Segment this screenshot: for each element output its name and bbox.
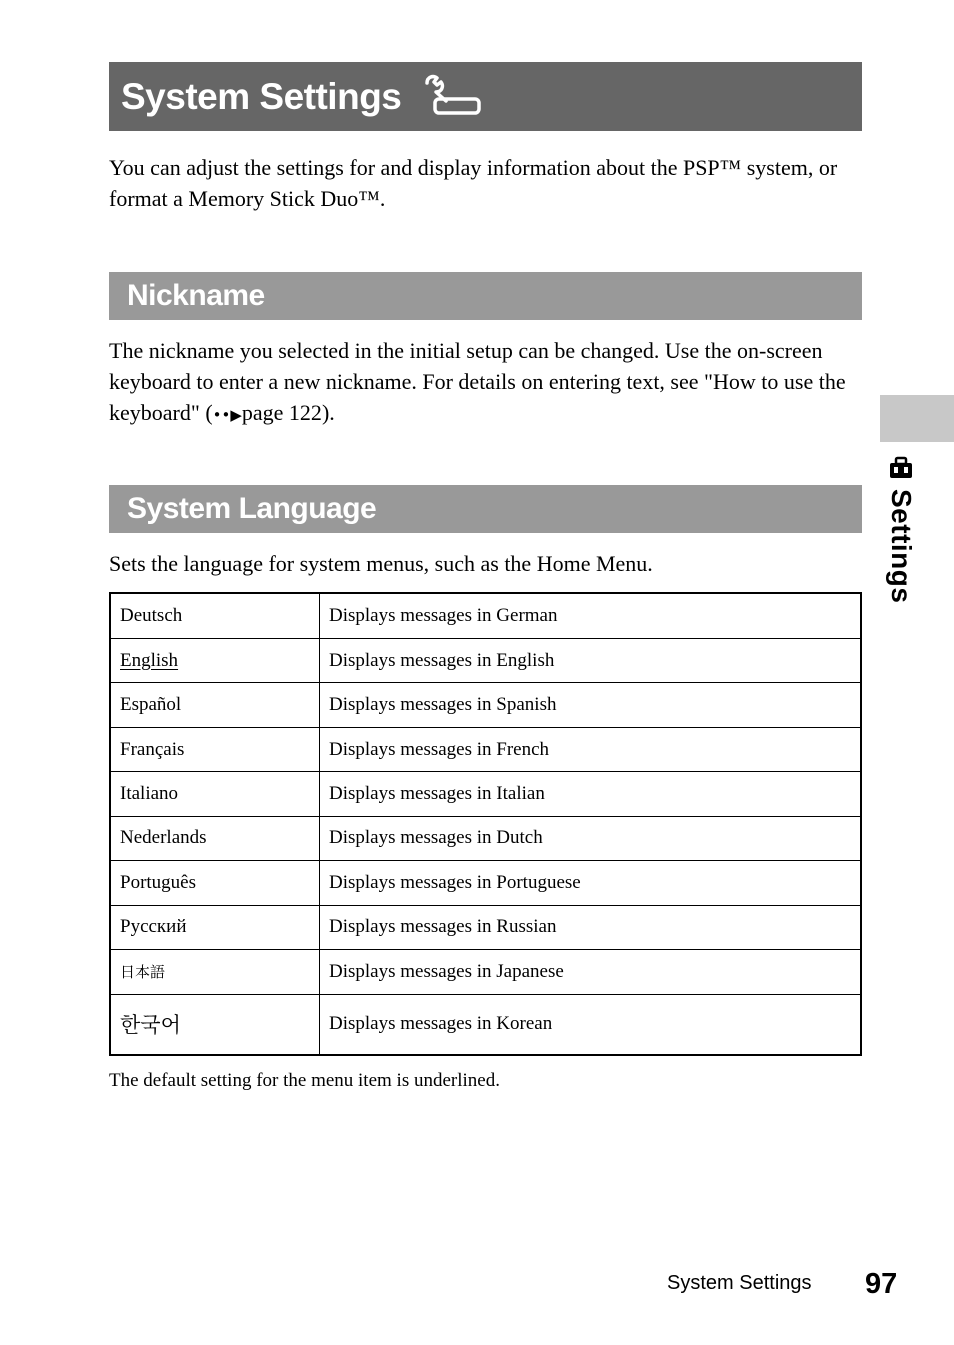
description-cell: Displays messages in Japanese [320,950,862,994]
page-title: System Settings [121,75,402,117]
description-cell: Displays messages in German [320,593,862,638]
page-reference-link[interactable]: page 122 [241,400,322,425]
table-row [110,861,861,905]
language-cell: Nederlands [110,816,320,860]
system-language-heading-text: System Language [127,492,377,525]
footer-section-name: System Settings [667,1272,812,1294]
nickname-heading [109,272,862,320]
description-cell: Displays messages in Portuguese [320,861,862,905]
description-cell: Displays messages in Spanish [320,683,862,727]
language-cell: Deutsch [110,593,320,638]
table-row [110,683,861,727]
wrench-card-icon [421,73,483,121]
description-cell: Displays messages in English [320,638,862,682]
table-row [110,593,861,638]
toolbox-icon [888,455,914,481]
description-cell: Displays messages in Russian [320,905,862,949]
side-tab-marker [880,395,954,442]
language-cell: Italiano [110,772,320,816]
language-table [109,592,862,1056]
default-language-label: English [120,649,179,671]
side-section-label [876,455,926,630]
table-row [110,994,861,1055]
page-ref-arrow-icon: ••▶ [212,406,242,424]
page-number: 97 [865,1268,898,1300]
system-language-heading [109,485,862,533]
language-cell: Português [110,861,320,905]
table-row [110,638,861,682]
description-cell: Displays messages in French [320,727,862,771]
system-language-paragraph: Sets the language for system menus, such as the Home Menu. [109,551,653,576]
language-cell: 한국어 [110,994,320,1055]
page-title-banner [109,62,862,131]
nickname-paragraph: The nickname you selected in the initial setup can be changed. Use the on-screen keyboard to enter a new nickname. For details on entering text, see "How to use the keyboard" (••▶page 122). [109,335,865,431]
language-cell: 日本語 [110,950,320,994]
description-cell: Displays messages in Korean [320,994,862,1055]
nickname-heading-text: Nickname [127,279,265,312]
language-cell [110,638,320,682]
table-row [110,950,861,994]
language-cell: Français [110,727,320,771]
description-cell: Displays messages in Dutch [320,816,862,860]
side-section-text: Settings [886,489,917,604]
table-row [110,772,861,816]
intro-paragraph: You can adjust the settings for and display information about the PSP™ system, or format a Memory Stick Duo™. [109,155,838,211]
language-cell: Español [110,683,320,727]
table-row [110,727,861,771]
table-row [110,816,861,860]
table-row [110,905,861,949]
language-cell: Русский [110,905,320,949]
description-cell: Displays messages in Italian [320,772,862,816]
default-setting-note: The default setting for the menu item is underlined. [109,1070,500,1091]
